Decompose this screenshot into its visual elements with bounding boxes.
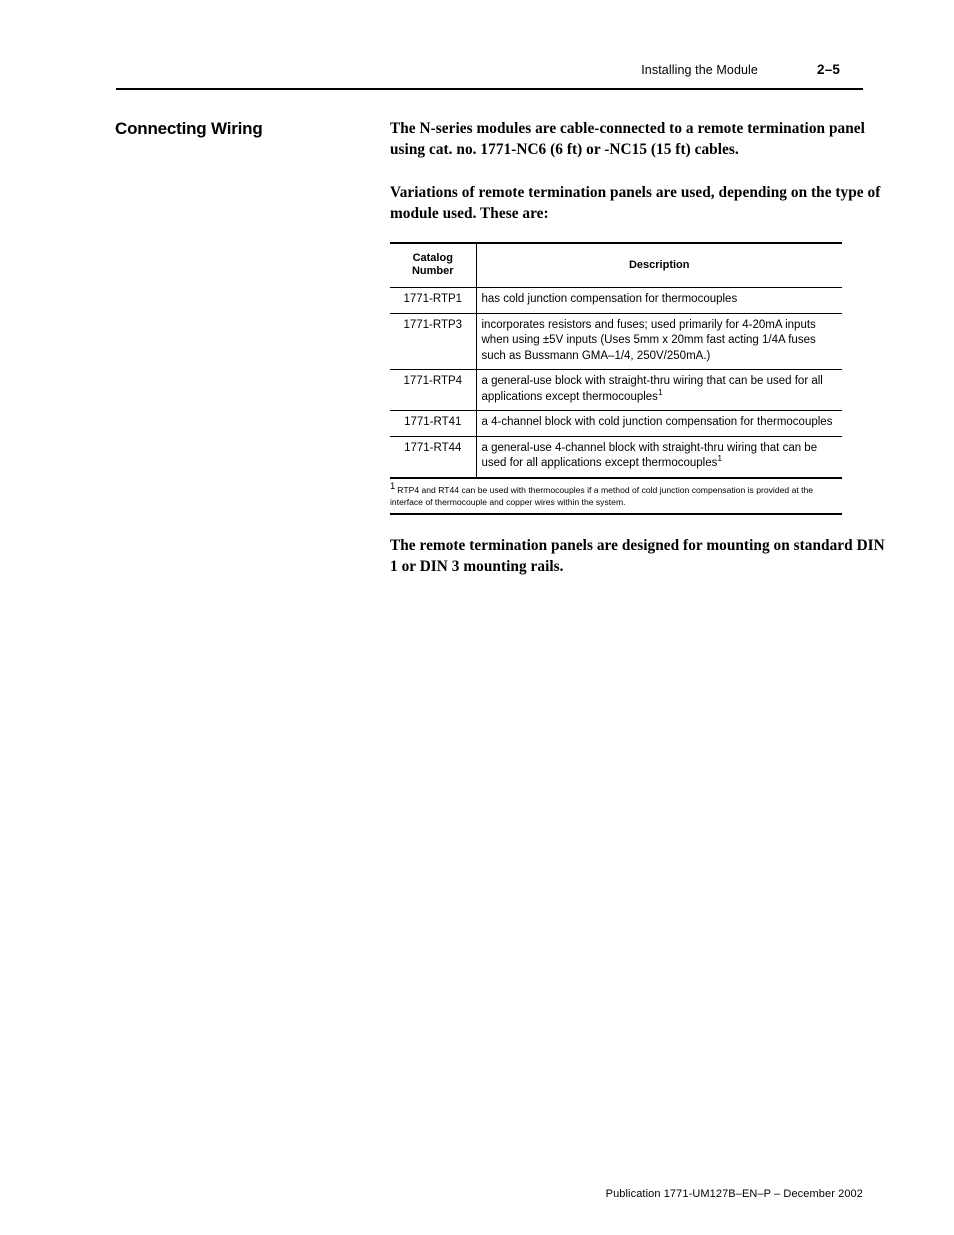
paragraph-variations: Variations of remote termination panels are used, depending on the type of module used. These are: [390, 184, 881, 222]
table-footnote-marker: 1 [390, 480, 396, 492]
table-row [390, 411, 842, 437]
column-header-catalog-line1: Catalog [412, 252, 453, 264]
paragraph-closing: The remote termination panels are designed for mounting on standard DIN 1 or DIN 3 mounting rails. [390, 536, 885, 575]
cell-description-text: has cold junction compensation for thermocouples [481, 293, 738, 305]
table-row [390, 313, 842, 370]
table-row [390, 436, 842, 478]
header-page-number: 2–5 [817, 62, 841, 77]
cell-catalog-number: 1771-RTP1 [390, 288, 476, 314]
cell-catalog-number: 1771-RT41 [390, 411, 476, 437]
termination-panel-table [390, 242, 842, 479]
header-chapter-title: Installing the Module [641, 63, 758, 77]
column-header-catalog-number [390, 243, 476, 288]
page-header [116, 62, 863, 77]
cell-description [476, 411, 842, 437]
publication-reference: Publication 1771-UM127B–EN–P – December 2002 [605, 1188, 863, 1200]
cell-description [476, 436, 842, 478]
cell-description [476, 313, 842, 370]
footnote-reference: 1 [657, 386, 663, 397]
footnote-reference: 1 [717, 453, 723, 464]
cell-description-text: a general-use block with straight-thru wiring that can be used for all applications except thermocouples [481, 375, 823, 403]
table-footnote-text: RTP4 and RT44 can be used with thermocouples if a method of cold junction compensation is provided at the interface of thermocouple and copper wires within the system. [390, 484, 814, 507]
table-body [390, 288, 842, 478]
cell-description-text: a 4-channel block with cold junction compensation for thermocouples [481, 416, 833, 428]
cell-description-text: a general-use 4-channel block with straight-thru wiring that can be used for all applications except thermocouples [481, 441, 818, 469]
table-row [390, 370, 842, 411]
page-footer [0, 1188, 954, 1200]
table-header-row [390, 243, 842, 288]
table-row [390, 288, 842, 314]
cell-catalog-number: 1771-RTP3 [390, 313, 476, 370]
table-footnote [390, 479, 842, 515]
column-header-description: Description [476, 243, 842, 288]
page-title: Connecting Wiring [115, 119, 263, 138]
cell-description-text: incorporates resistors and fuses; used primarily for 4-20mA inputs when using ±5V inputs (Uses 5mm x 20mm fast acting 1/4A fuses such as Bussmann GMA–1/4, 250V/250mA.) [481, 318, 816, 362]
cell-description [476, 288, 842, 314]
body-column [390, 118, 890, 599]
cell-catalog-number: 1771-RTP4 [390, 370, 476, 411]
cell-catalog-number: 1771-RT44 [390, 436, 476, 478]
cell-description [476, 370, 842, 411]
paragraph-intro: The N-series modules are cable-connected to a remote termination panel using cat. no. 1771-NC6 (6 ft) or -NC15 (15 ft) cables. [390, 120, 865, 158]
header-divider [116, 88, 863, 90]
column-header-catalog-line2: Number [411, 265, 454, 277]
termination-panel-table-wrapper [390, 242, 842, 515]
